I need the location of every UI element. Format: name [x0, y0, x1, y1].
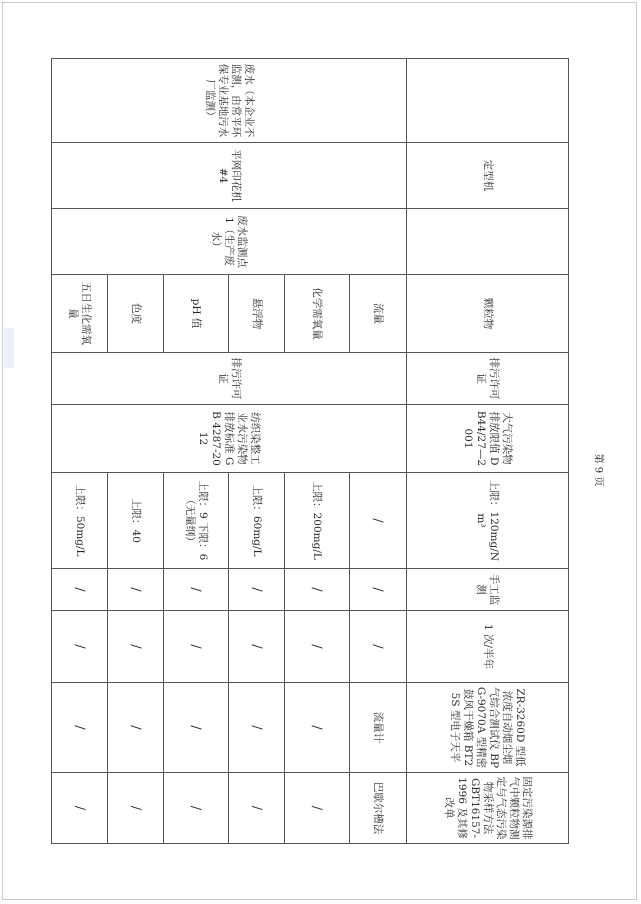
pollutant-cell: 五日生化需氧量	[52, 275, 108, 353]
basis-cell: 排污许可证	[52, 353, 407, 405]
instrument-cell: ZR-3260D 型低浓度自动烟尘烟气综合测试仪 BPG-9070A 型精密鼓风干燥箱 BT25S 型电子天平	[407, 683, 569, 773]
source-cell: 平网印花机#4	[52, 143, 407, 209]
frequency-cell: /	[164, 611, 229, 683]
pollutant-cell: 化学需氧量	[285, 275, 350, 353]
limit-cell: 上限：200mg/L	[285, 473, 350, 569]
limit-cell: 上限：120mg/Nm³	[407, 473, 569, 569]
frequency-cell: /	[285, 611, 350, 683]
pollutant-cell: 颗粒物	[407, 275, 569, 353]
binding-mark	[4, 328, 14, 368]
frequency-cell: /	[350, 611, 407, 683]
page-number: 第 9 页	[592, 453, 604, 487]
instrument-cell: /	[108, 683, 164, 773]
pollutant-cell: 色度	[108, 275, 164, 353]
frequency-cell: /	[108, 611, 164, 683]
instrument-cell: /	[229, 683, 285, 773]
analysis-cell: 固定污染源排气中颗粒物测定与气态污染物采样方法 GBT16157-1996 及其修改单	[407, 773, 569, 844]
standard-cell: 纺织染整工业水污染物排放标准 GB 4287-2012	[52, 405, 407, 473]
method-cell: /	[52, 569, 108, 611]
frequency-cell: 1 次/半年	[407, 611, 569, 683]
analysis-cell: /	[108, 773, 164, 844]
limit-cell: 上限：9 下限：6 （无量纲）	[164, 473, 229, 569]
pollutant-cell: 悬浮物	[229, 275, 285, 353]
method-cell: /	[350, 569, 407, 611]
source-cell: 定型机	[407, 143, 569, 209]
method-cell: /	[164, 569, 229, 611]
instrument-cell: /	[164, 683, 229, 773]
monitoring-table-rotated	[67, 58, 569, 843]
standard-cell: 大气污染物排放限值 DB44/27—2001	[407, 405, 569, 473]
frequency-cell: /	[229, 611, 285, 683]
limit-cell: 上限：60mg/L	[229, 473, 285, 569]
limit-cell: /	[350, 473, 407, 569]
limit-cell: 上限：40	[108, 473, 164, 569]
pollutant-cell: pH 值	[164, 275, 229, 353]
monitoring-table	[51, 58, 569, 844]
basis-cell: 排污许可证	[407, 353, 569, 405]
frequency-cell: /	[52, 611, 108, 683]
analysis-cell: /	[229, 773, 285, 844]
method-cell: /	[229, 569, 285, 611]
analysis-cell: 巴歇尔槽法	[350, 773, 407, 844]
instrument-cell: /	[285, 683, 350, 773]
analysis-cell: /	[285, 773, 350, 844]
method-cell: /	[108, 569, 164, 611]
method-cell: 手工监测	[407, 569, 569, 611]
table-row	[407, 59, 569, 844]
instrument-cell: /	[52, 683, 108, 773]
limit-cell: 上限：50mg/L	[52, 473, 108, 569]
point-cell: 废水监测点 1（生产废水）	[52, 209, 407, 275]
category-cell: 废水（本企业不监测，由常平环保专业基地污水厂监测）	[52, 59, 407, 143]
method-cell: /	[285, 569, 350, 611]
point-cell	[407, 209, 569, 275]
category-cell	[407, 59, 569, 143]
instrument-cell: 流量计	[350, 683, 407, 773]
analysis-cell: /	[52, 773, 108, 844]
table-row	[350, 59, 407, 844]
pollutant-cell: 流量	[350, 275, 407, 353]
analysis-cell: /	[164, 773, 229, 844]
